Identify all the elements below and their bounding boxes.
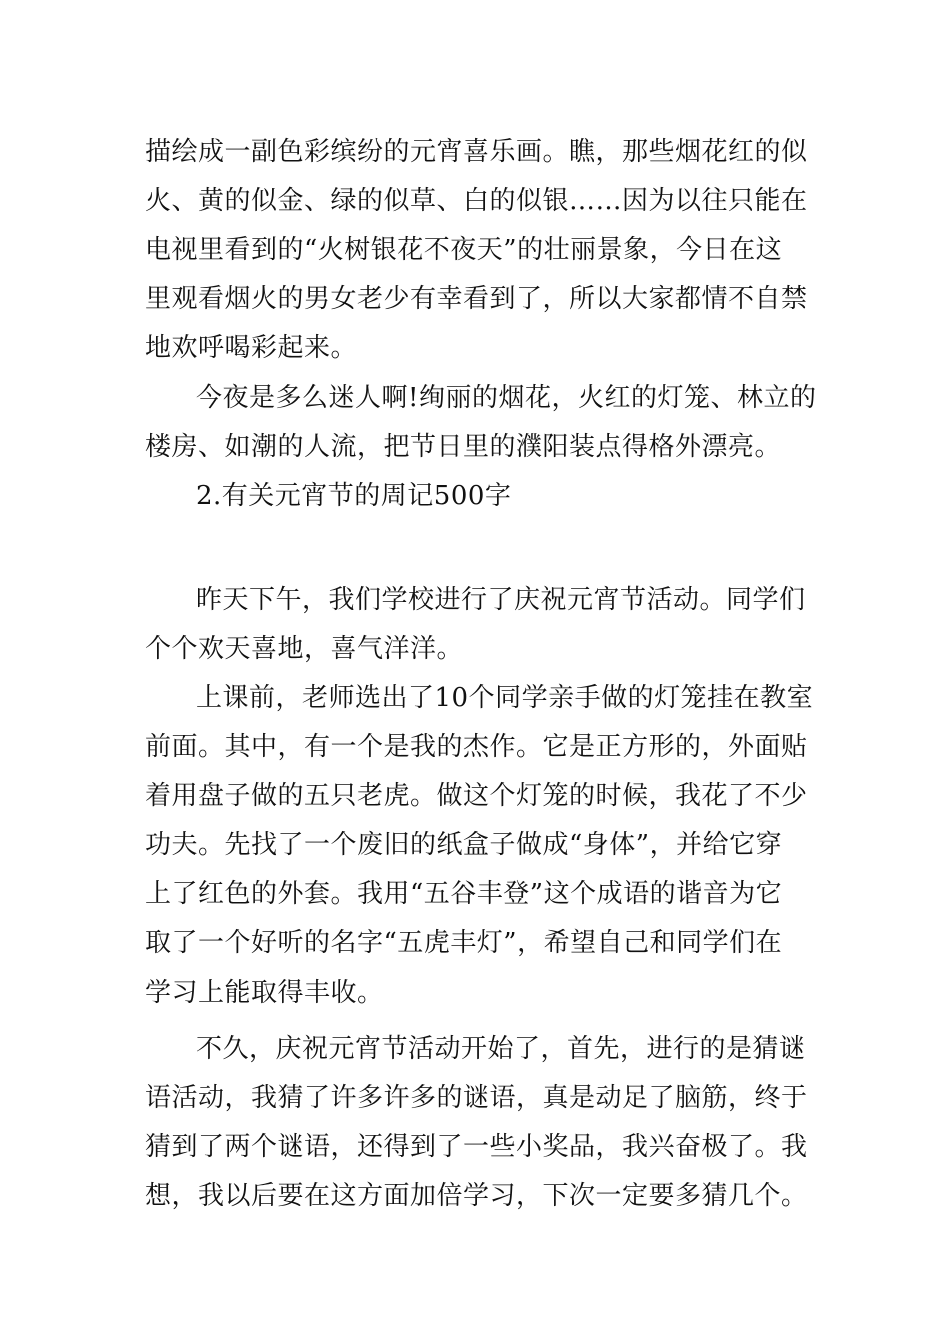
paragraph-line: 猜到了两个谜语，还得到了一些小奖品，我兴奋极了。我 <box>145 1132 808 1162</box>
paragraph-line: 语活动，我猜了许多许多的谜语，真是动足了脑筋，终于 <box>145 1083 808 1113</box>
paragraph-line: 昨天下午，我们学校进行了庆祝元宵节活动。同学们 <box>196 585 806 615</box>
paragraph-line: 上课前，老师选出了10个同学亲手做的灯笼挂在教室 <box>196 683 814 713</box>
paragraph-line: 里观看烟火的男女老少有幸看到了，所以大家都情不自禁 <box>145 284 808 314</box>
paragraph-line: 描绘成一副色彩缤纷的元宵喜乐画。瞧，那些烟花红的似 <box>145 137 808 167</box>
paragraph-line: 上了红色的外套。我用“五谷丰登”这个成语的谐音为它 <box>145 879 783 909</box>
paragraph-line: 取了一个好听的名字“五虎丰灯”，希望自己和同学们在 <box>145 928 783 958</box>
paragraph-line: 今夜是多么迷人啊!绚丽的烟花，火红的灯笼、林立的 <box>196 383 817 413</box>
paragraph-line: 功夫。先找了一个废旧的纸盒子做成“身体”，并给它穿 <box>145 830 783 860</box>
paragraph-line: 火、黄的似金、绿的似草、白的似银……因为以往只能在 <box>145 186 808 216</box>
paragraph-line: 着用盘子做的五只老虎。做这个灯笼的时候，我花了不少 <box>145 781 808 811</box>
paragraph-line: 地欢呼喝彩起来。 <box>145 333 358 363</box>
paragraph-line: 楼房、如潮的人流，把节日里的濮阳装点得格外漂亮。 <box>145 432 782 462</box>
paragraph-line: 想，我以后要在这方面加倍学习，下次一定要多猜几个。 <box>145 1181 808 1211</box>
paragraph-line: 电视里看到的“火树银花不夜天”的壮丽景象，今日在这 <box>145 235 783 265</box>
section-heading: 2.有关元宵节的周记500字 <box>196 481 512 511</box>
paragraph-line: 学习上能取得丰收。 <box>145 978 384 1008</box>
paragraph-line: 个个欢天喜地，喜气洋洋。 <box>145 634 464 664</box>
paragraph-line: 前面。其中，有一个是我的杰作。它是正方形的，外面贴 <box>145 732 808 762</box>
paragraph-line: 不久，庆祝元宵节活动开始了，首先，进行的是猜谜 <box>196 1034 806 1064</box>
